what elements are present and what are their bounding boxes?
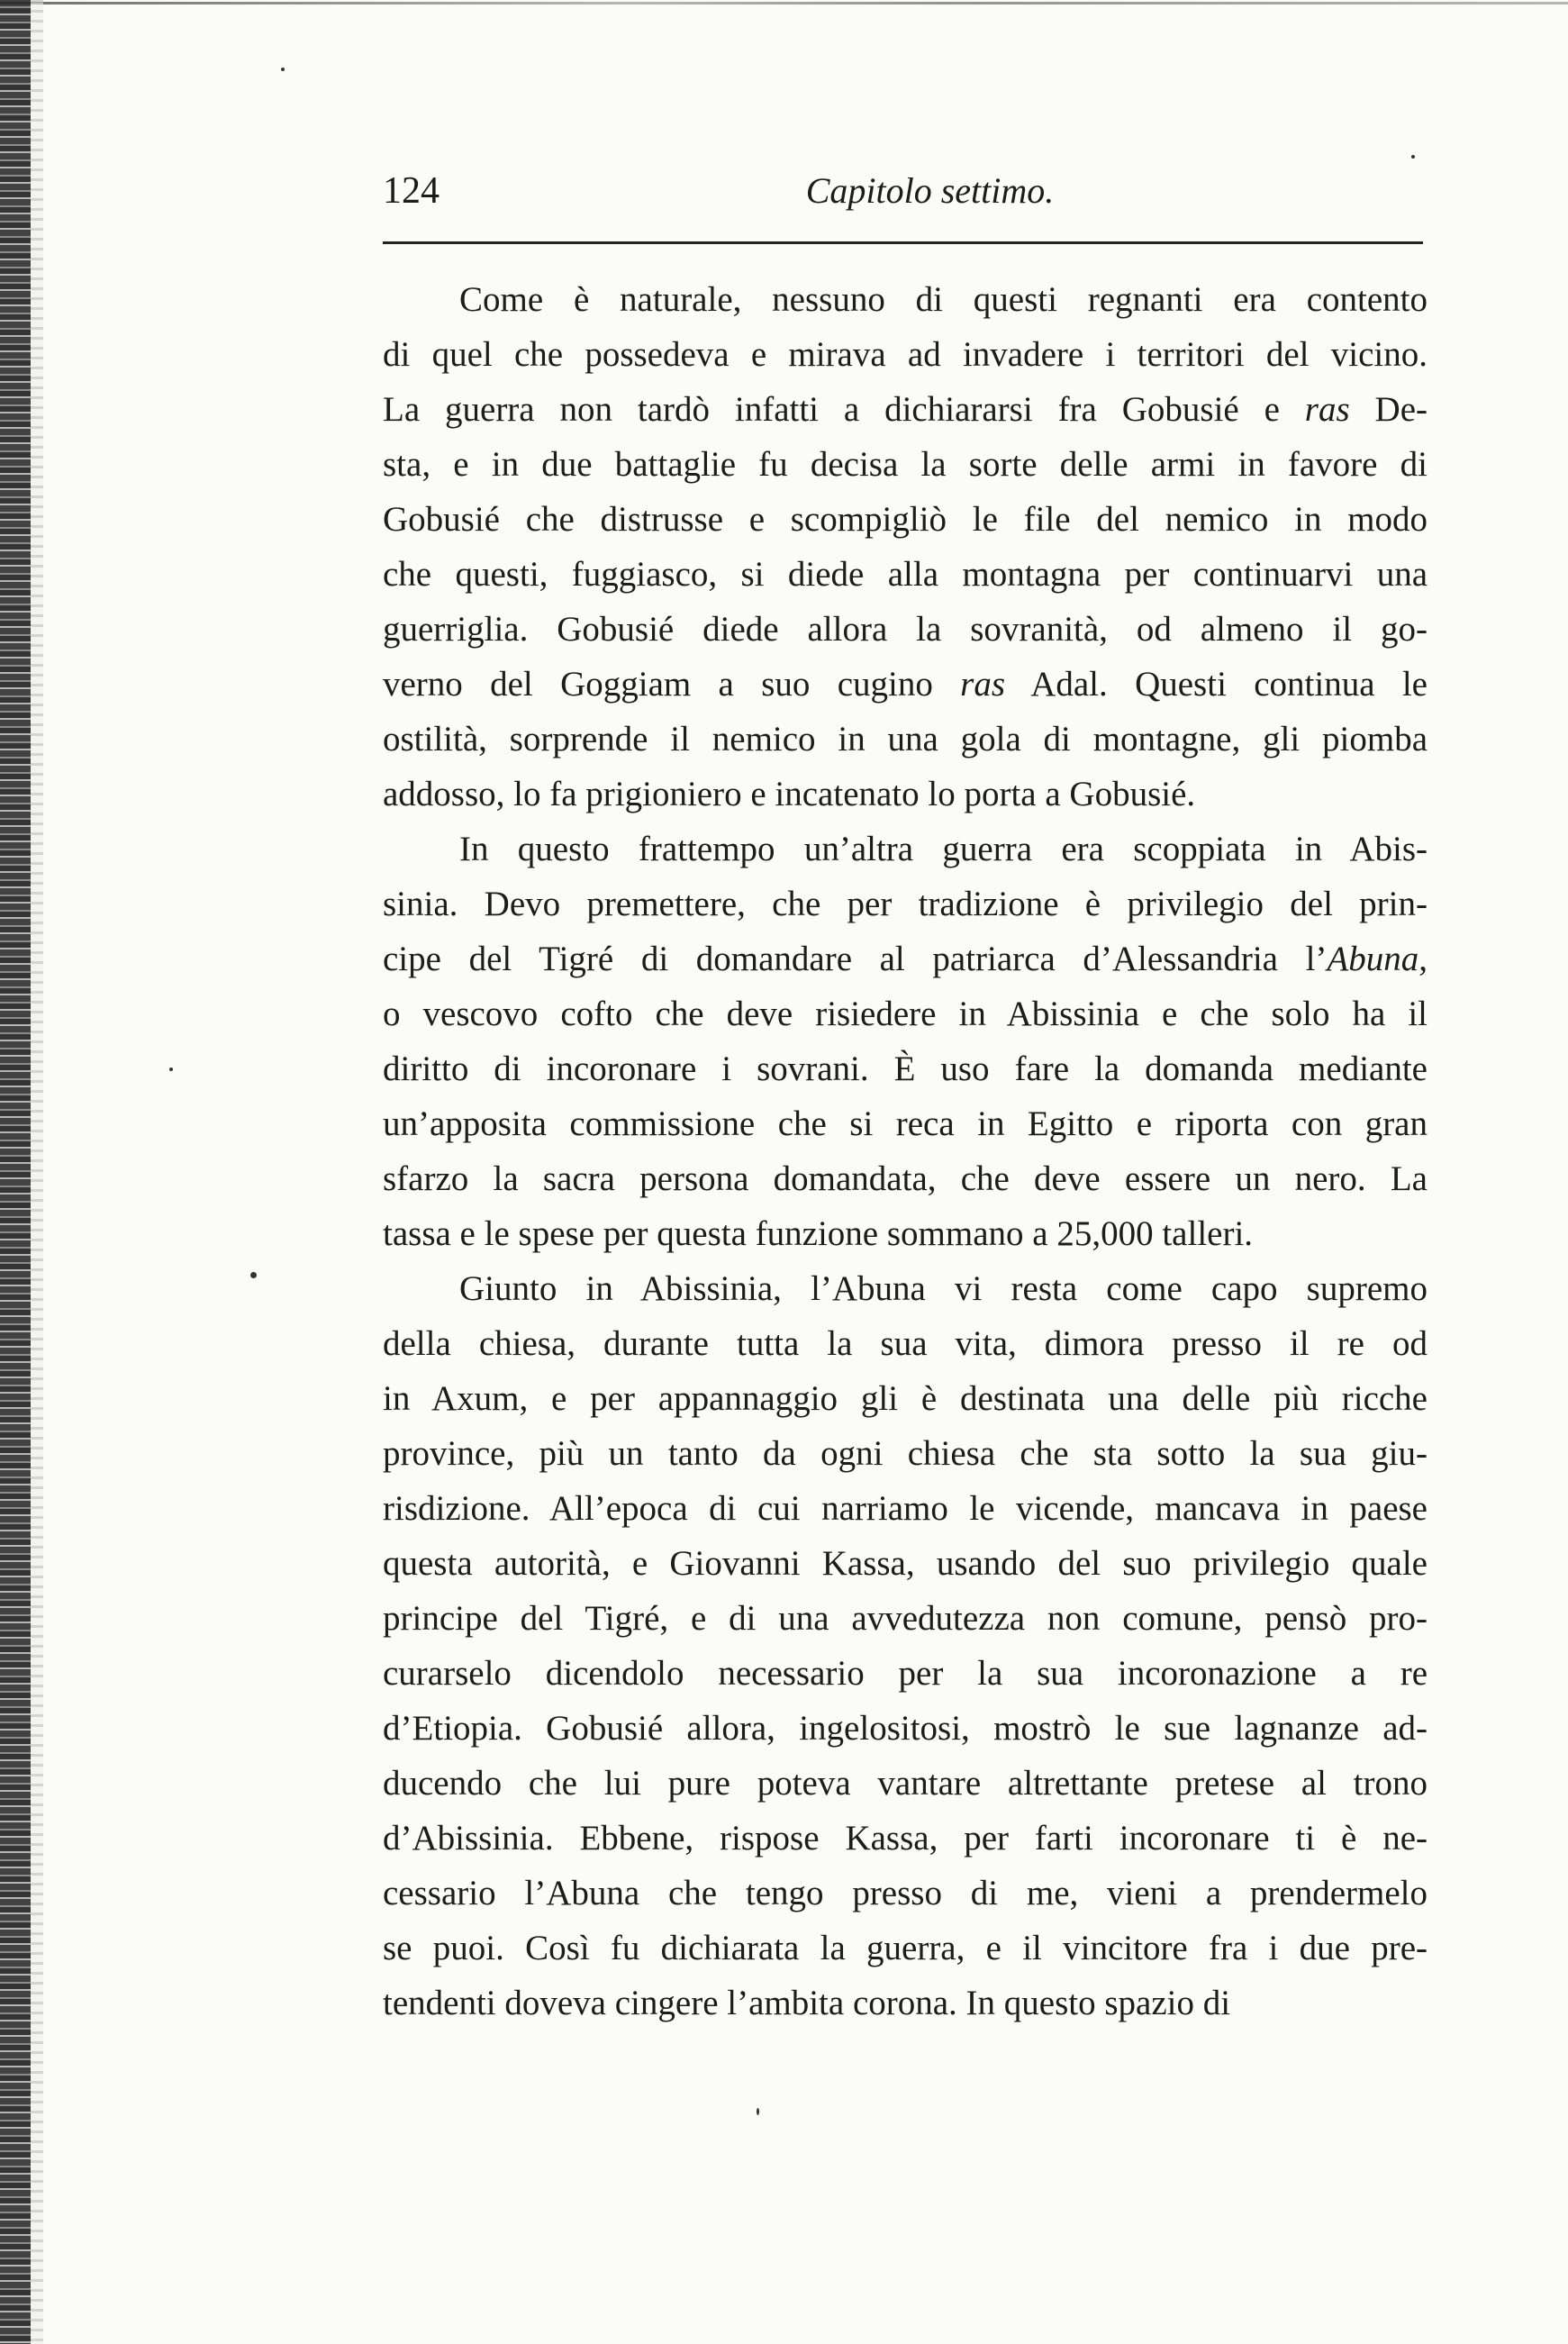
text-line: sta, e in due battaglie fu decisa la sorte delle armi in favore di: [383, 445, 1428, 484]
header-rule: [383, 241, 1423, 244]
text-line: tendenti doveva cingere l’ambita corona. In questo spazio di: [383, 1984, 1231, 2022]
text-segment: De-: [1349, 390, 1428, 429]
text-line: [383, 657, 1428, 712]
text-line: cessario l’Abuna che tengo presso di me, vieni a prendermelo: [383, 1874, 1428, 1912]
text-line: [383, 931, 1428, 986]
text-line: se puoi. Così fu dichiarata la guerra, e il vincitore fra i due pre-: [383, 1929, 1428, 1967]
scan-speck: [250, 1272, 257, 1278]
text-line: addosso, lo fa prigioniero e incatenato lo porta a Gobusié.: [383, 775, 1196, 813]
text-line: che questi, fuggiasco, si diede alla montagna per continuarvi una: [383, 555, 1428, 594]
scan-speck: [757, 2108, 759, 2115]
page-body: [383, 272, 1428, 2031]
text-line: di quel che possedeva e mirava ad invadere i territori del vicino.: [383, 335, 1428, 374]
running-title: Capitolo settimo.: [805, 170, 1055, 211]
text-line: principe del Tigré, e di una avvedutezza non comune, pensò pro-: [383, 1599, 1428, 1638]
text-segment: verno del Goggiam a suo cugino: [383, 665, 961, 704]
text-line: ducendo che lui pure poteva vantare altrettante pretese al trono: [383, 1764, 1428, 1803]
text-line: risdizione. All’epoca di cui narriamo le vicende, mancava in paese: [383, 1489, 1428, 1528]
text-segment: ,: [1418, 940, 1428, 978]
scan-speck: [169, 1068, 173, 1071]
book-binding-shadow: [31, 0, 43, 2344]
text-line: d’Abissinia. Ebbene, rispose Kassa, per farti incoronare ti è ne-: [383, 1819, 1428, 1858]
text-line: questa autorità, e Giovanni Kassa, usando del suo privilegio quale: [383, 1544, 1428, 1583]
italic-term: Abuna: [1327, 940, 1419, 978]
page-header: [383, 169, 1423, 223]
text-line: Gobusié che distrusse e scompigliò le file del nemico in modo: [383, 500, 1428, 539]
page-number: 124: [383, 170, 440, 212]
book-binding-edge: [0, 0, 31, 2344]
text-segment: La guerra non tardò infatti a dichiararsi fra Gobusié e: [383, 390, 1305, 429]
text-line: [383, 382, 1428, 437]
text-line: Giunto in Abissinia, l’Abuna vi resta come capo supremo: [459, 1269, 1428, 1308]
text-line: diritto di incoronare i sovrani. È uso fare la domanda mediante: [383, 1049, 1428, 1088]
text-line: curarselo dicendolo necessario per la sua incoronazione a re: [383, 1654, 1428, 1693]
text-line: un’apposita commissione che si reca in Egitto e riporta con gran: [383, 1104, 1428, 1143]
text-line: in Axum, e per appannaggio gli è destinata una delle più ricche: [383, 1379, 1428, 1418]
text-line: In questo frattempo un’altra guerra era scoppiata in Abis-: [459, 830, 1428, 868]
text-line: d’Etiopia. Gobusié allora, ingelositosi, mostrò le sue lagnanze ad-: [383, 1709, 1428, 1748]
scan-speck: [1411, 155, 1415, 159]
text-line: tassa e le spese per questa funzione sommano a 25,000 talleri.: [383, 1214, 1254, 1253]
text-segment: cipe del Tigré di domandare al patriarca d’Alessandria l’: [383, 940, 1328, 978]
text-segment: Adal. Questi continua le: [1005, 665, 1428, 704]
italic-term: ras: [1304, 390, 1350, 429]
text-line: ostilità, sorprende il nemico in una gola di montagne, gli piomba: [383, 720, 1428, 759]
text-line: o vescovo cofto che deve risiedere in Abissinia e che solo ha il: [383, 995, 1428, 1033]
text-line: Come è naturale, nessuno di questi regnanti era contento: [459, 280, 1428, 319]
scan-speck: [281, 68, 285, 71]
italic-term: ras: [960, 665, 1006, 704]
scan-top-edge: [0, 2, 1568, 5]
text-line: guerriglia. Gobusié diede allora la sovranità, od almeno il go-: [383, 610, 1428, 649]
text-line: sfarzo la sacra persona domandata, che deve essere un nero. La: [383, 1159, 1428, 1198]
text-line: province, più un tanto da ogni chiesa che sta sotto la sua giu-: [383, 1434, 1428, 1473]
text-line: sinia. Devo premettere, che per tradizione è privilegio del prin-: [383, 885, 1428, 923]
text-line: della chiesa, durante tutta la sua vita, dimora presso il re od: [383, 1324, 1428, 1363]
